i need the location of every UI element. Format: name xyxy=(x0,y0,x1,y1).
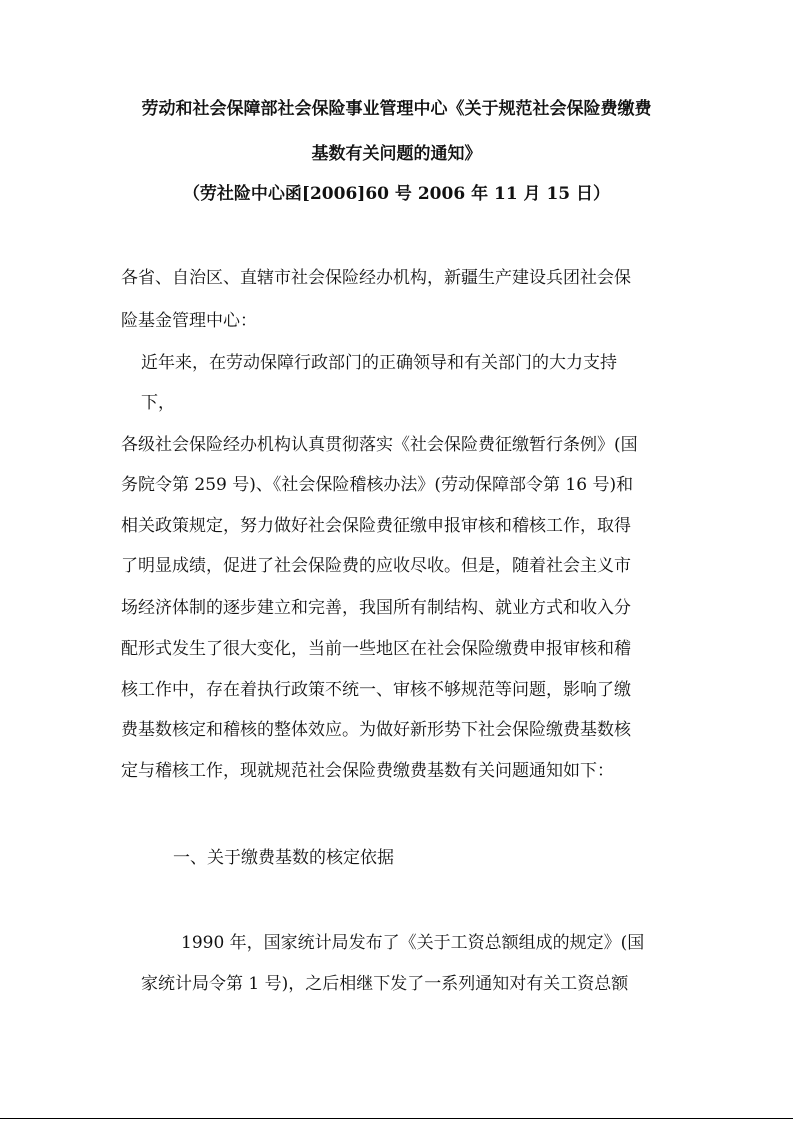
doc-subtitle: （劳社险中心函[2006]60 号 2006 年 11 月 15 日） xyxy=(182,184,611,204)
doc-title-line-2: 基数有关问题的通知》 xyxy=(311,144,482,164)
body-line: 各级社会保险经办机构认真贯彻落实《社会保险费征缴暂行条例》(国 xyxy=(121,435,638,455)
body-line: 相关政策规定，努力做好社会保险费征缴申报审核和稽核工作，取得 xyxy=(121,516,631,536)
body-line: 了明显成绩，促进了社会保险费的应收尽收。但是，随着社会主义市 xyxy=(121,556,631,576)
doc-title-line-1: 劳动和社会保障部社会保险事业管理中心《关于规范社会保险费缴费 xyxy=(141,99,652,119)
body-line: 务院令第 259 号)、《社会保险稽核办法》(劳动保障部令第 16 号)和 xyxy=(121,475,634,495)
body-line: 场经济体制的逐步建立和完善，我国所有制结构、就业方式和收入分 xyxy=(121,598,631,618)
section-heading: 一、关于缴费基数的核定依据 xyxy=(173,848,394,868)
body-line: 家统计局令第 1 号)，之后相继下发了一系列通知对有关工资总额 xyxy=(141,974,629,994)
body-line: 费基数核定和稽核的整体效应。为做好新形势下社会保险缴费基数核 xyxy=(121,720,631,740)
body-line: 各省、自治区、直辖市社会保险经办机构，新疆生产建设兵团社会保 xyxy=(121,268,631,288)
body-line: 险基金管理中心： xyxy=(121,311,257,331)
body-line: 配形式发生了很大变化，当前一些地区在社会保险缴费申报审核和稽 xyxy=(121,639,631,659)
body-line: 定与稽核工作，现就规范社会保险费缴费基数有关问题通知如下： xyxy=(121,761,614,781)
page-bottom-rule xyxy=(0,1118,793,1119)
body-line: 近年来，在劳动保障行政部门的正确领导和有关部门的大力支持 xyxy=(141,353,617,373)
body-line: 下， xyxy=(141,393,175,413)
body-line: 1990 年，国家统计局发布了《关于工资总额组成的规定》(国 xyxy=(181,933,645,953)
body-line: 核工作中，存在着执行政策不统一、审核不够规范等问题，影响了缴 xyxy=(121,680,631,700)
